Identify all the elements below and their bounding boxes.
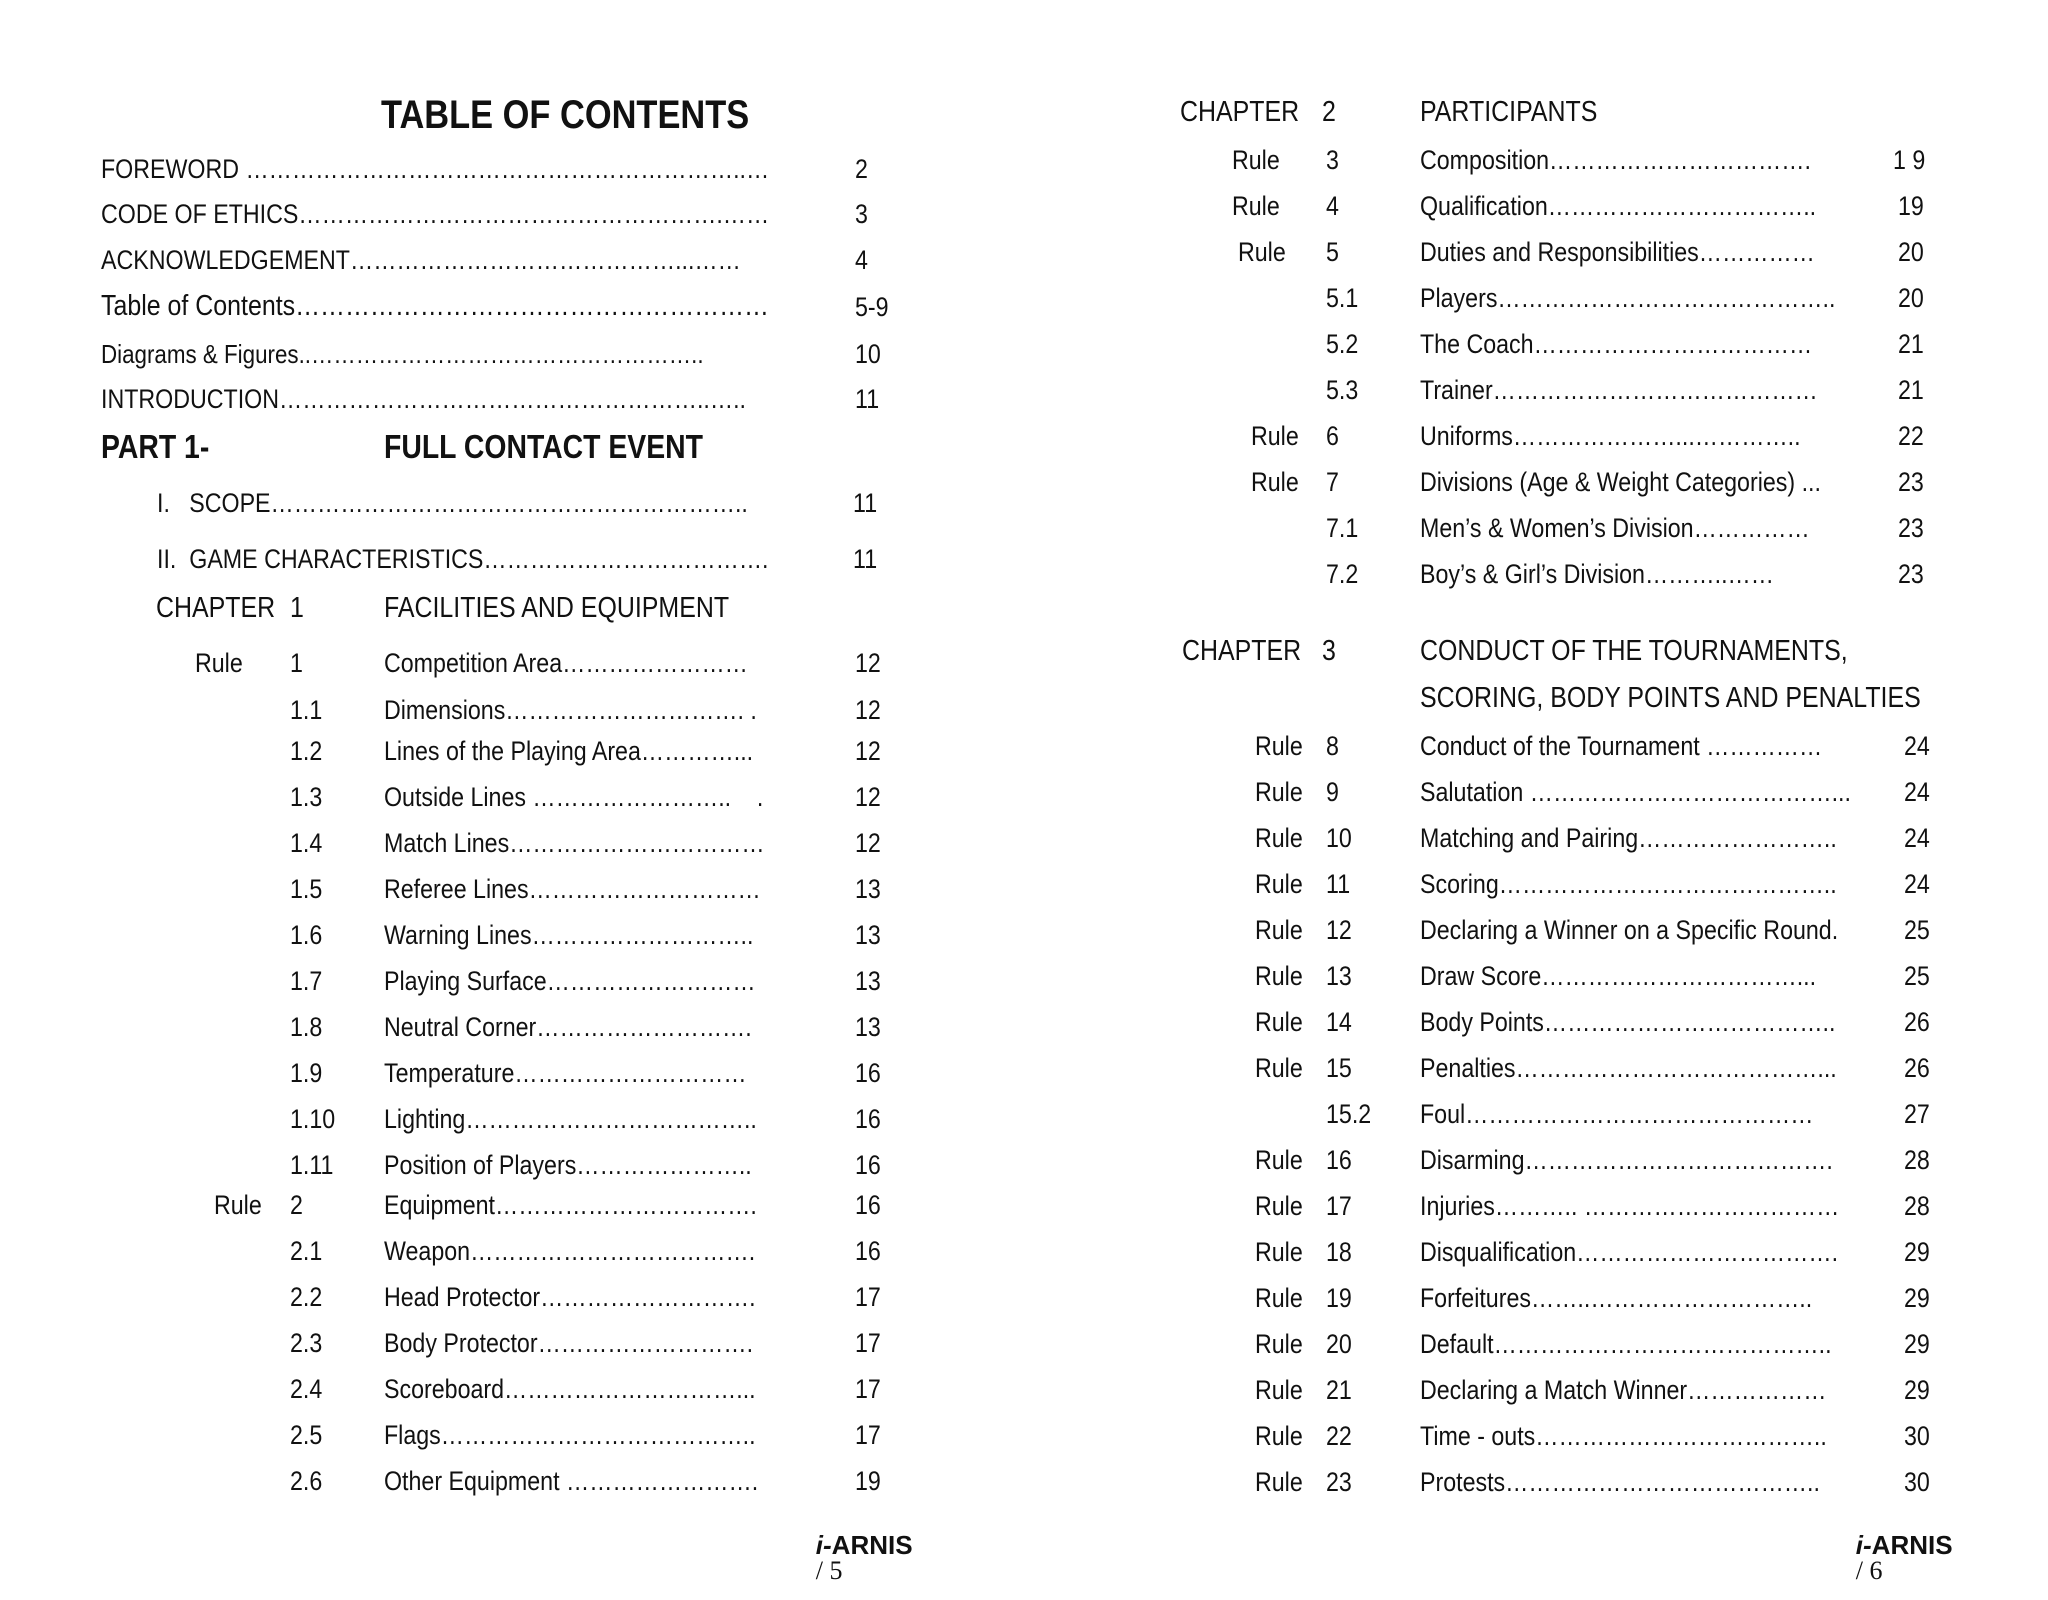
chapter-title: PARTICIPANTS — [1420, 96, 1598, 128]
chapter-title: FACILITIES AND EQUIPMENT — [384, 592, 730, 624]
subitem-page: 13 — [855, 920, 881, 950]
rule-title: Uniforms…………………...………….. — [1420, 421, 1801, 451]
subitem-number: 2.1 — [290, 1236, 323, 1266]
rule-page: 26 — [1904, 1053, 1930, 1083]
toc-entry-page: 2 — [855, 154, 868, 184]
rule-page: 30 — [1904, 1421, 1930, 1451]
subitem-title: Neutral Corner………………………. — [384, 1012, 752, 1042]
subitem-page: 17 — [855, 1420, 881, 1450]
rule-page: 24 — [1904, 869, 1930, 899]
subitem-number: 1.7 — [290, 966, 323, 996]
subitem-title: Head Protector………………………. — [384, 1282, 756, 1312]
rule-page: 29 — [1904, 1283, 1930, 1313]
toc-entry-page: 10 — [855, 339, 881, 369]
rule-label: Rule — [1255, 731, 1303, 761]
toc-entry-label: FOREWORD ………………………………………………………..… — [101, 154, 770, 184]
rule-page: 19 — [1898, 191, 1924, 221]
rule-title: Scoring…………………………………….. — [1420, 869, 1837, 899]
rule-page: 22 — [1898, 421, 1924, 451]
rule-label: Rule — [1255, 1237, 1303, 1267]
rule-page: 23 — [1898, 467, 1924, 497]
subitem-number: 5.2 — [1326, 329, 1359, 359]
part-label: PART 1- — [101, 428, 210, 465]
subitem-title: Position of Players………………….. — [384, 1150, 752, 1180]
rule-number: 2 — [290, 1190, 303, 1220]
subitem-number: 1.11 — [290, 1150, 334, 1180]
rule-page: 25 — [1904, 915, 1930, 945]
subitem-title: Temperature………………………… — [384, 1058, 747, 1088]
scope-page: 11 — [853, 488, 878, 518]
rule-title: Body Points……………………………….. — [1420, 1007, 1836, 1037]
footer-brand: i-ARNIS — [815, 1530, 913, 1560]
rule-title: Composition……………………………. — [1420, 145, 1811, 175]
subitem-page: 12 — [855, 695, 881, 725]
rule-label: Rule — [1255, 1145, 1303, 1175]
toc-entry-page: 5-9 — [855, 292, 889, 322]
rule-page: 1 9 — [1893, 145, 1926, 175]
chapter-number: 2 — [1322, 96, 1336, 128]
subitem-title: Men’s & Women’s Division…………… — [1420, 513, 1810, 543]
subitem-page: 12 — [855, 782, 881, 812]
page-footer — [1838, 1516, 1953, 1600]
toc-title: TABLE OF CONTENTS — [381, 93, 750, 137]
chapter-number: 1 — [290, 592, 304, 624]
subitem-title: Players…………………………………….. — [1420, 283, 1836, 313]
subitem-title: The Coach……………………………… — [1420, 329, 1813, 359]
rule-number: 5 — [1326, 237, 1339, 267]
rule-title: Competition Area…………………… — [384, 648, 748, 678]
subitem-title: Scoreboard…………………………... — [384, 1374, 756, 1404]
rule-label: Rule — [1255, 1191, 1303, 1221]
rule-title: Divisions (Age & Weight Categories) ... — [1420, 467, 1821, 497]
rule-page: 28 — [1904, 1191, 1930, 1221]
rule-label: Rule — [1255, 869, 1303, 899]
chapter-label: CHAPTER — [156, 592, 276, 624]
footer-page-number: / 5 — [815, 1556, 843, 1585]
subitem-page: 16 — [855, 1150, 881, 1180]
rule-label: Rule — [1255, 915, 1303, 945]
rule-label: Rule — [1238, 237, 1286, 267]
rule-title: Time - outs……………………………….. — [1420, 1421, 1827, 1451]
rule-label: Rule — [1232, 145, 1280, 175]
rule-title: Penalties…………………………………... — [1420, 1053, 1837, 1083]
subitem-number: 1.3 — [290, 782, 323, 812]
subitem-number: 2.4 — [290, 1374, 323, 1404]
subitem-number: 1.8 — [290, 1012, 323, 1042]
subitem-title: Playing Surface……………………… — [384, 966, 756, 996]
subitem-page: 27 — [1904, 1099, 1930, 1129]
subitem-number: 2.6 — [290, 1466, 323, 1496]
rule-number: 22 — [1326, 1421, 1352, 1451]
rule-label: Rule — [1232, 191, 1280, 221]
subitem-number: 15.2 — [1326, 1099, 1372, 1129]
subitem-number: 5.1 — [1326, 283, 1359, 313]
rule-number: 6 — [1326, 421, 1339, 451]
subitem-number: 1.9 — [290, 1058, 323, 1088]
subitem-page: 13 — [855, 1012, 881, 1042]
subitem-title: Warning Lines……………………….. — [384, 920, 754, 950]
chapter-title-line2: SCORING, BODY POINTS AND PENALTIES — [1420, 682, 1921, 714]
subitem-number: 2.5 — [290, 1420, 323, 1450]
rule-page: 29 — [1904, 1237, 1930, 1267]
subitem-page: 21 — [1898, 375, 1924, 405]
rule-page: 28 — [1904, 1145, 1930, 1175]
page-footer — [798, 1516, 913, 1600]
subitem-page: 16 — [855, 1104, 881, 1134]
toc-entry-label: Table of Contents………………………………………………… — [101, 290, 769, 322]
rule-label: Rule — [1251, 421, 1299, 451]
subitem-page: 17 — [855, 1328, 881, 1358]
rule-number: 13 — [1326, 961, 1352, 991]
subitem-number: 2.2 — [290, 1282, 323, 1312]
rule-page: 29 — [1904, 1375, 1930, 1405]
subitem-page: 17 — [855, 1282, 881, 1312]
subitem-page: 13 — [855, 966, 881, 996]
subitem-number: 7.1 — [1326, 513, 1359, 543]
rule-label: Rule — [1255, 1007, 1303, 1037]
game-characteristics-page: 11 — [853, 544, 878, 574]
subitem-title: Foul……………………………………… — [1420, 1099, 1814, 1129]
rule-number: 20 — [1326, 1329, 1352, 1359]
subitem-title: Body Protector………………………. — [384, 1328, 754, 1358]
subitem-page: 21 — [1898, 329, 1924, 359]
toc-entry-page: 3 — [855, 199, 868, 229]
subitem-page: 20 — [1898, 283, 1924, 313]
rule-page: 24 — [1904, 823, 1930, 853]
rule-title: Disqualification……………………………. — [1420, 1237, 1839, 1267]
rule-number: 8 — [1326, 731, 1339, 761]
toc-entry-label: Diagrams & Figures..…………………………………………….. — [101, 339, 704, 369]
footer-page-number: / 6 — [1855, 1556, 1883, 1585]
rule-number: 10 — [1326, 823, 1352, 853]
rule-page: 12 — [855, 648, 881, 678]
rule-title: Disarming…………………………………. — [1420, 1145, 1833, 1175]
subitem-number: 7.2 — [1326, 559, 1359, 589]
subitem-title: Trainer…………………………………… — [1420, 375, 1818, 405]
rule-page: 20 — [1898, 237, 1924, 267]
rule-number: 19 — [1326, 1283, 1352, 1313]
toc-entry-label: CODE OF ETHICS……………………………………………….…… — [101, 199, 770, 229]
chapter-title-line1: CONDUCT OF THE TOURNAMENTS, — [1420, 635, 1848, 667]
subitem-title: Boy’s & Girl’s Division………..…… — [1420, 559, 1774, 589]
rule-number: 18 — [1326, 1237, 1352, 1267]
rule-number: 3 — [1326, 145, 1339, 175]
rule-page: 30 — [1904, 1467, 1930, 1497]
toc-entry-label: ACKNOWLEDGEMENT……………………………………...…… — [101, 245, 741, 275]
subitem-title: Dimensions…………………………. . — [384, 695, 757, 725]
rule-label: Rule — [1255, 1467, 1303, 1497]
subitem-number: 2.3 — [290, 1328, 323, 1358]
part-title: FULL CONTACT EVENT — [384, 428, 704, 465]
subitem-title: Referee Lines………………………… — [384, 874, 761, 904]
chapter-label: CHAPTER — [1180, 96, 1300, 128]
rule-page: 16 — [855, 1190, 881, 1220]
subitem-page: 13 — [855, 874, 881, 904]
subitem-number: 1.2 — [290, 736, 323, 766]
rule-label: Rule — [1255, 1375, 1303, 1405]
game-characteristics-entry: II. GAME CHARACTERISTICS………………………………. — [157, 544, 769, 574]
rule-number: 17 — [1326, 1191, 1352, 1221]
chapter-number: 3 — [1322, 635, 1336, 667]
subitem-page: 16 — [855, 1236, 881, 1266]
rule-number: 12 — [1326, 915, 1352, 945]
subitem-title: Flags………………………………….. — [384, 1420, 756, 1450]
toc-entry-page: 4 — [855, 245, 868, 275]
rule-title: Forfeitures……..……………………….. — [1420, 1283, 1813, 1313]
rule-number: 16 — [1326, 1145, 1352, 1175]
subitem-title: Weapon………………………………. — [384, 1236, 756, 1266]
subitem-number: 5.3 — [1326, 375, 1359, 405]
subitem-number: 1.5 — [290, 874, 323, 904]
rule-page: 25 — [1904, 961, 1930, 991]
subitem-number: 1.1 — [290, 695, 323, 725]
toc-entry-page: 11 — [855, 384, 880, 414]
rule-number: 14 — [1326, 1007, 1352, 1037]
rule-title: Declaring a Winner on a Specific Round. — [1420, 915, 1839, 945]
rule-number: 15 — [1326, 1053, 1352, 1083]
subitem-title: Lighting……………………………….. — [384, 1104, 757, 1134]
subitem-page: 23 — [1898, 513, 1924, 543]
rule-number: 21 — [1326, 1375, 1352, 1405]
rule-number: 23 — [1326, 1467, 1352, 1497]
subitem-page: 19 — [855, 1466, 881, 1496]
rule-label: Rule — [1255, 1421, 1303, 1451]
rule-title: Draw Score……………………………... — [1420, 961, 1817, 991]
subitem-page: 23 — [1898, 559, 1924, 589]
rule-page: 24 — [1904, 777, 1930, 807]
subitem-title: Other Equipment ……………………. — [384, 1466, 759, 1496]
rule-page: 29 — [1904, 1329, 1930, 1359]
rule-title: Matching and Pairing…………………….. — [1420, 823, 1837, 853]
rule-number: 11 — [1326, 869, 1351, 899]
rule-label: Rule — [1255, 961, 1303, 991]
footer-brand: i-ARNIS — [1855, 1530, 1953, 1560]
scope-entry: I. SCOPE…………………………………………………….. — [157, 488, 748, 518]
rule-number: 1 — [290, 648, 303, 678]
rule-title: Protests………………………………….. — [1420, 1467, 1820, 1497]
rule-label: Rule — [1255, 823, 1303, 853]
subitem-title: Lines of the Playing Area…………... — [384, 736, 754, 766]
subitem-number: 1.4 — [290, 828, 323, 858]
chapter-label: CHAPTER — [1182, 635, 1302, 667]
rule-title: Equipment……………………………. — [384, 1190, 757, 1220]
rule-title: Injuries……….. …………………………… — [1420, 1191, 1840, 1221]
rule-number: 4 — [1326, 191, 1339, 221]
subitem-page: 12 — [855, 828, 881, 858]
rule-title: Conduct of the Tournament …………… — [1420, 731, 1823, 761]
rule-label: Rule — [1255, 777, 1303, 807]
rule-number: 9 — [1326, 777, 1339, 807]
rule-label: Rule — [195, 648, 243, 678]
rule-label: Rule — [1255, 1283, 1303, 1313]
rule-label: Rule — [1255, 1329, 1303, 1359]
subitem-number: 1.6 — [290, 920, 323, 950]
rule-label: Rule — [1255, 1053, 1303, 1083]
subitem-page: 12 — [855, 736, 881, 766]
subitem-page: 16 — [855, 1058, 881, 1088]
subitem-title: Outside Lines …………………….. . — [384, 782, 764, 812]
rule-label: Rule — [1251, 467, 1299, 497]
rule-title: Qualification…………………………….. — [1420, 191, 1817, 221]
rule-title: Duties and Responsibilities…………… — [1420, 237, 1815, 267]
toc-entry-label: INTRODUCTION………………………………………………..….. — [101, 384, 746, 414]
rule-page: 26 — [1904, 1007, 1930, 1037]
subitem-page: 17 — [855, 1374, 881, 1404]
rule-page: 24 — [1904, 731, 1930, 761]
subitem-number: 1.10 — [290, 1104, 336, 1134]
rule-label: Rule — [214, 1190, 262, 1220]
rule-title: Declaring a Match Winner……………… — [1420, 1375, 1827, 1405]
rule-title: Salutation …………………………………... — [1420, 777, 1851, 807]
rule-title: Default…………………………………….. — [1420, 1329, 1832, 1359]
rule-number: 7 — [1326, 467, 1339, 497]
subitem-title: Match Lines…………………………… — [384, 828, 765, 858]
